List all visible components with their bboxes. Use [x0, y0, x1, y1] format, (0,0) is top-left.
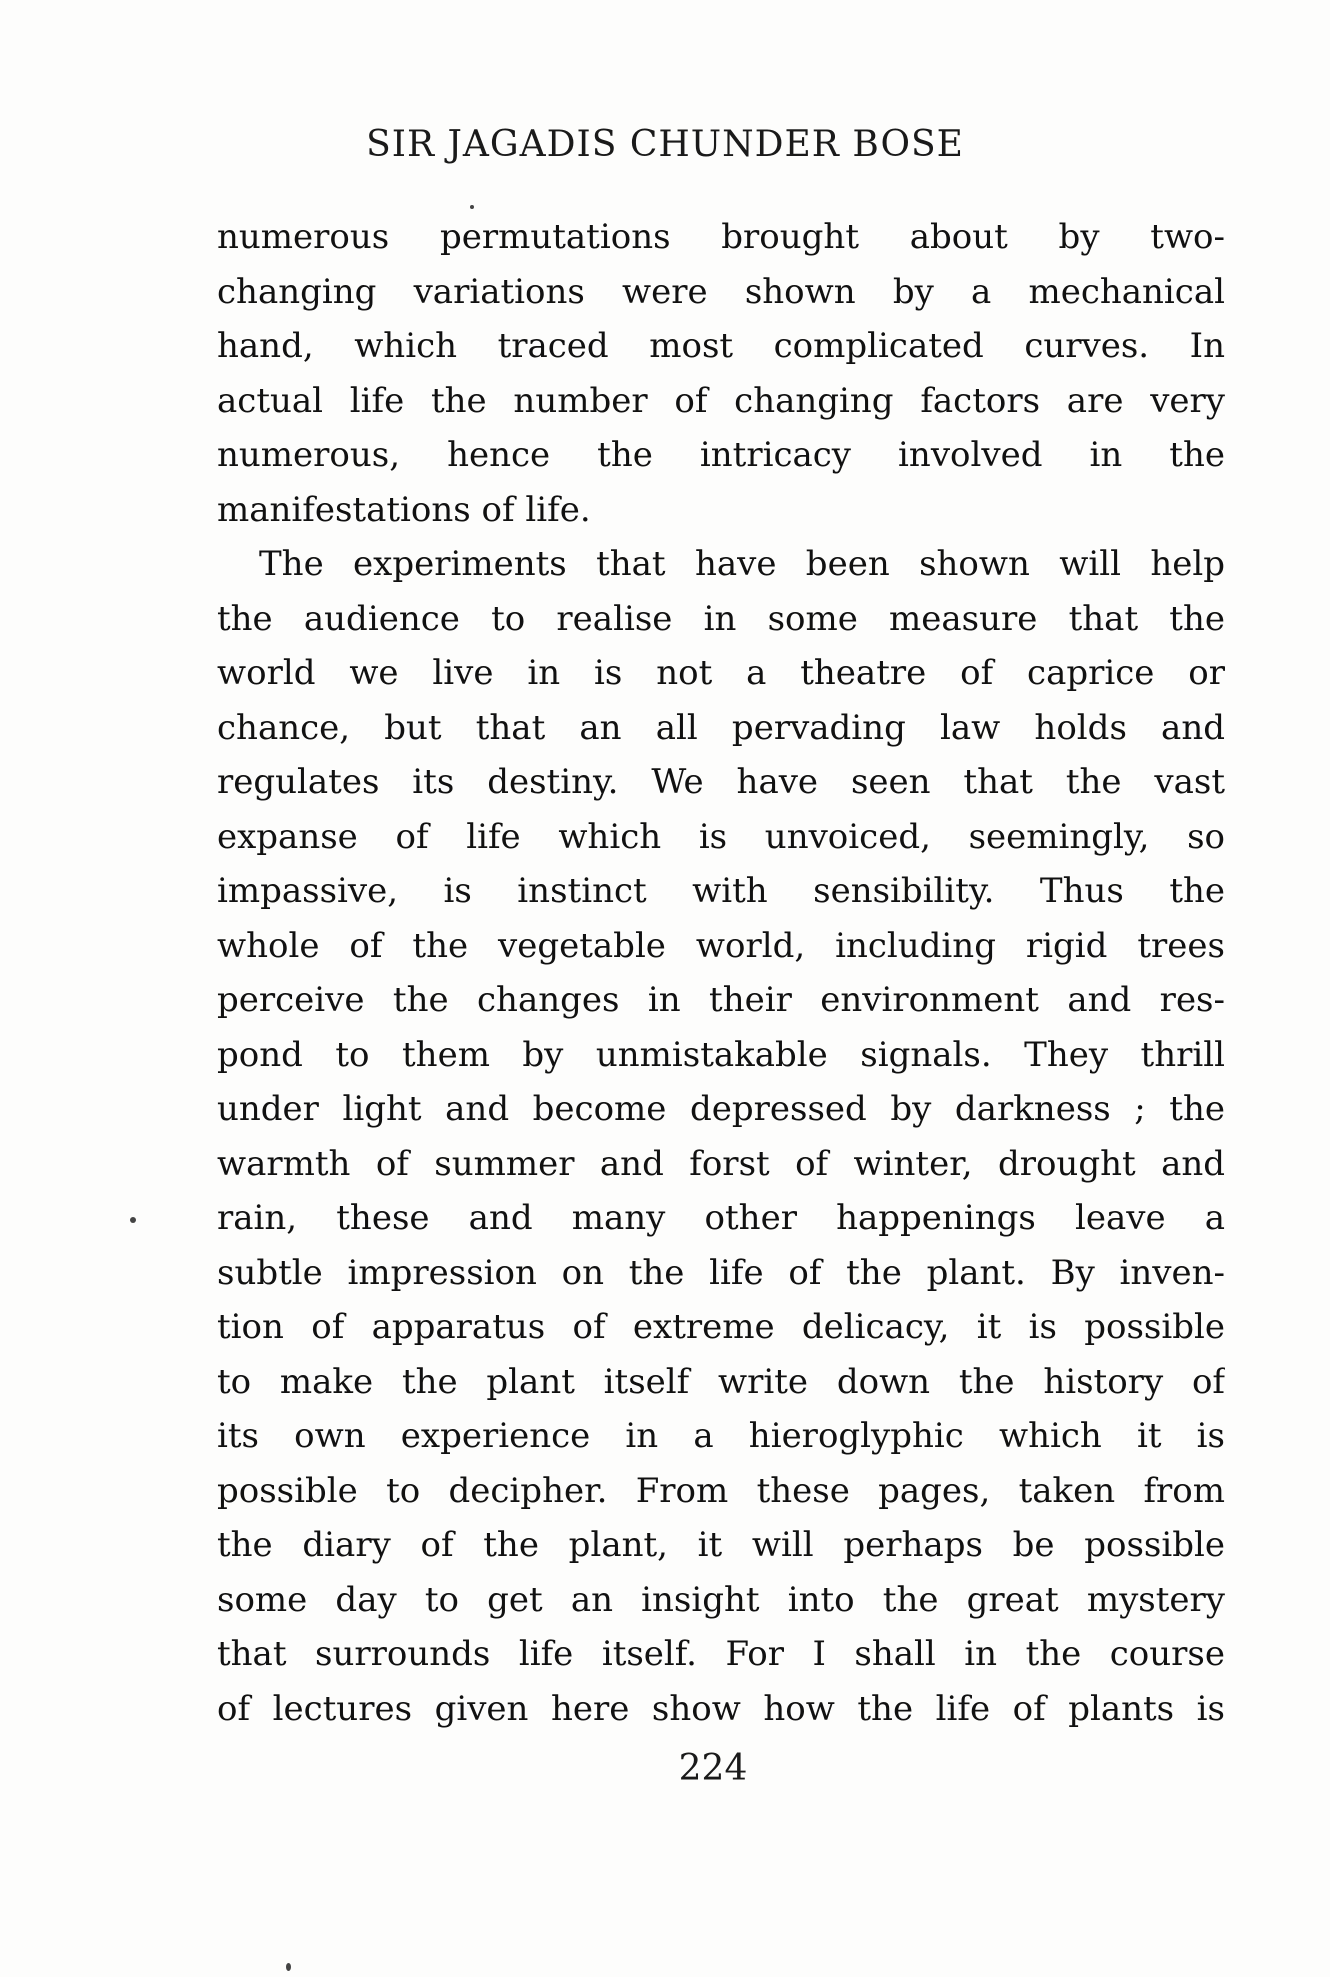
text-line: its own experience in a hieroglyphic which it is: [217, 1416, 1225, 1456]
scan-speck: [286, 1963, 291, 1971]
running-head: SIR JAGADIS CHUNDER BOSE: [366, 124, 964, 165]
text-line: expanse of life which is unvoiced, seemingly, so: [217, 816, 1225, 857]
text-line: actual life the number of changing factors are very: [217, 380, 1225, 421]
page-number: 224: [678, 1748, 748, 1789]
text-line: world we live in is not a theatre of caprice or: [217, 653, 1225, 693]
text-line: hand, which traced most complicated curves. In: [217, 326, 1225, 366]
text-line: the audience to realise in some measure that the: [217, 598, 1225, 639]
body-text: [217, 210, 1225, 1736]
text-line: warmth of summer and forst of winter, drought and: [217, 1143, 1225, 1184]
text-line: subtle impression on the life of the plant. By inven-: [217, 1252, 1225, 1293]
text-line: chance, but that an all pervading law holds and: [217, 707, 1225, 748]
text-line: under light and become depressed by darkness ; the: [217, 1089, 1225, 1129]
text-line: numerous, hence the intricacy involved in the: [217, 435, 1225, 475]
scan-speck: [470, 205, 474, 209]
text-line: numerous permutations brought about by two-: [217, 217, 1225, 257]
text-line: pond to them by unmistakable signals. They thrill: [217, 1034, 1225, 1075]
text-line: rain, these and many other happenings leave a: [217, 1198, 1225, 1238]
text-line: possible to decipher. From these pages, taken from: [217, 1470, 1225, 1511]
text-line: regulates its destiny. We have seen that the vast: [217, 762, 1225, 802]
text-line: manifestations of life.: [217, 489, 591, 530]
text-line: whole of the vegetable world, including rigid trees: [217, 925, 1225, 966]
text-line: to make the plant itself write down the history of: [217, 1361, 1225, 1402]
text-line: of lectures given here show how the life of plants is: [217, 1688, 1225, 1729]
text-line: tion of apparatus of extreme delicacy, it is possible: [217, 1307, 1225, 1347]
text-line: that surrounds life itself. For I shall in the course: [217, 1634, 1225, 1674]
text-line: the diary of the plant, it will perhaps be possible: [217, 1525, 1225, 1565]
text-line: perceive the changes in their environment and res-: [217, 980, 1225, 1020]
text-line: impassive, is instinct with sensibility. Thus the: [217, 871, 1225, 911]
text-line: some day to get an insight into the great mystery: [217, 1579, 1225, 1620]
scan-speck: [130, 1217, 136, 1223]
text-line: changing variations were shown by a mechanical: [217, 271, 1225, 312]
text-line: The experiments that have been shown will help: [259, 544, 1225, 584]
